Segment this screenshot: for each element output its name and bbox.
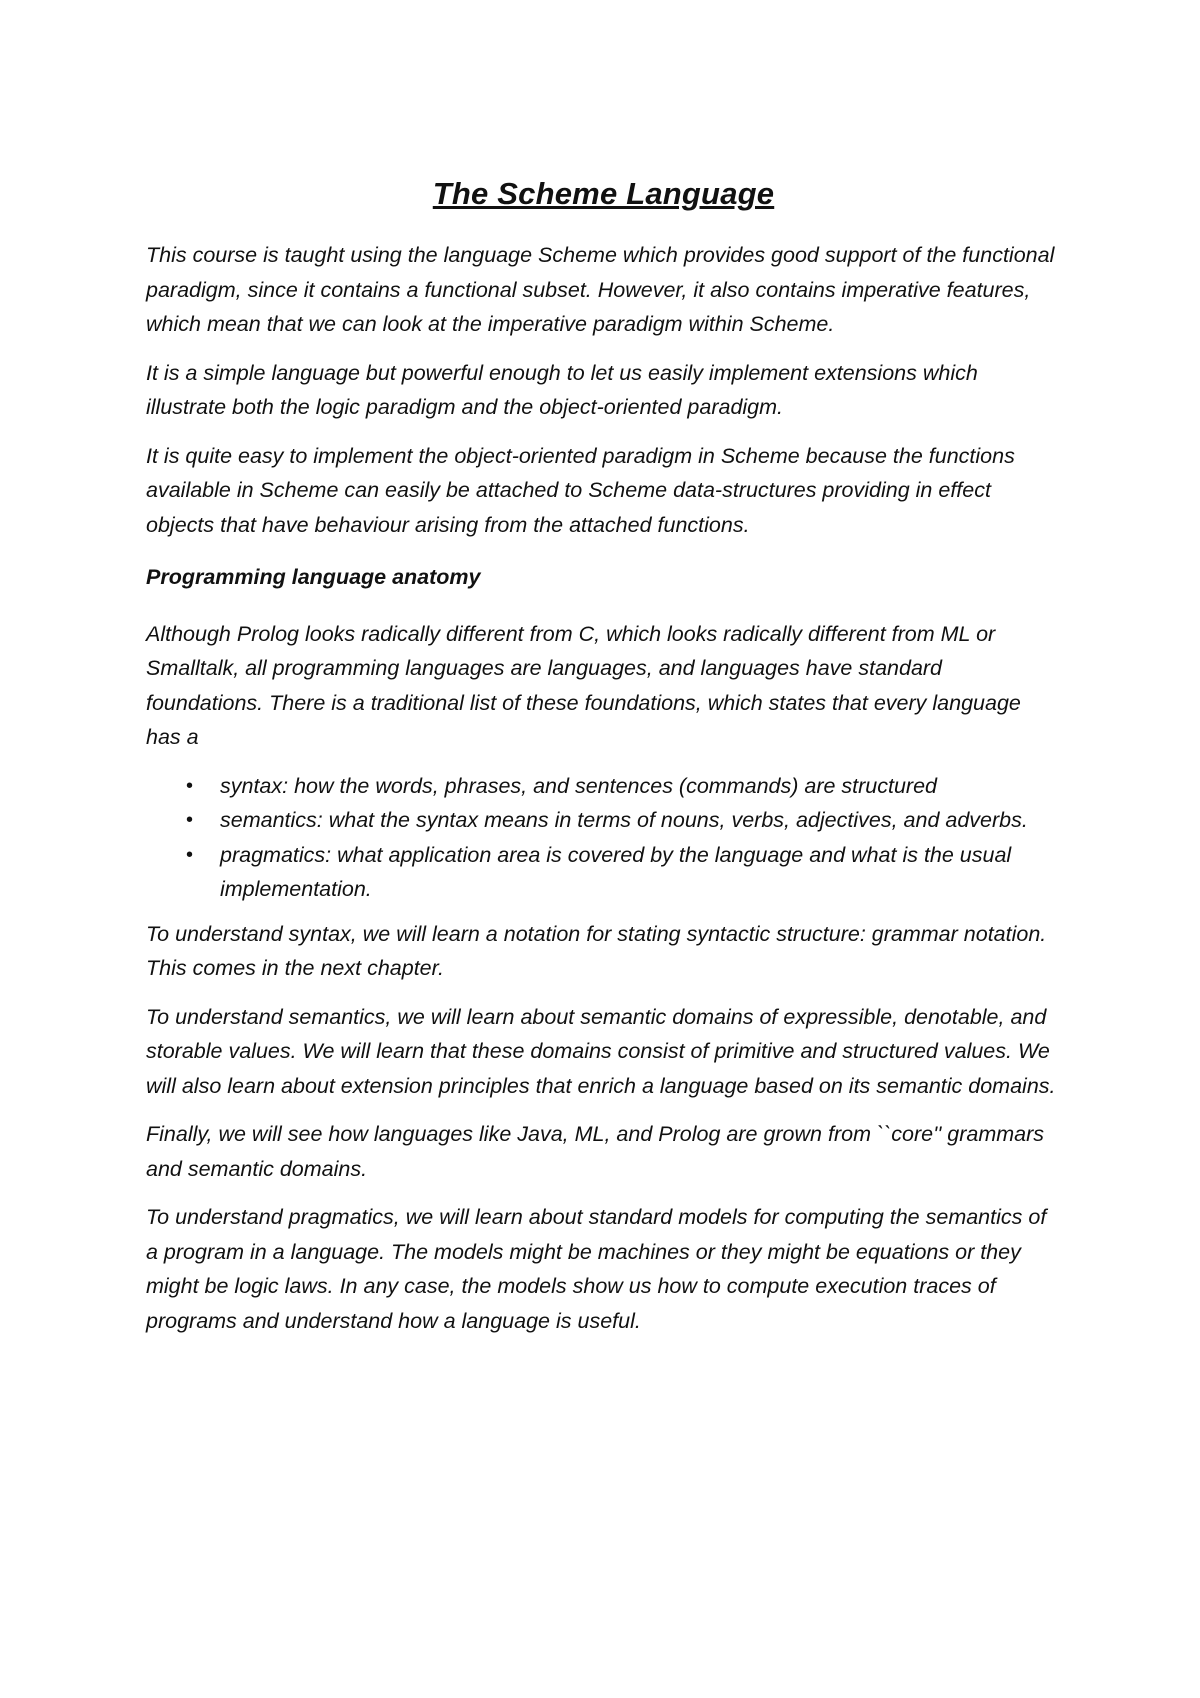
intro-paragraph-3: It is quite easy to implement the object-oriented paradigm in Scheme because the functions available in Scheme can easily be attached to Scheme data-structures providing in effect objects that have behaviour arising from the attached functions. (146, 443, 1015, 537)
semantics-paragraph: To understand semantics, we will learn about semantic domains of expressible, denotable, and storable values. We will learn that these domains consist of primitive and structured values. We will also learn about extension principles that enrich a language based on its semantic domains. (146, 1004, 1056, 1098)
intro-paragraph-2: It is a simple language but powerful enough to let us easily implement extensions which illustrate both the logic paradigm and the object-oriented paradigm. (146, 360, 978, 420)
section-heading: Programming language anatomy (146, 565, 481, 590)
foundations-list (146, 769, 1061, 907)
section-intro-paragraph: Although Prolog looks radically different from C, which looks radically different from ML or Smalltalk, all programming languages are languages, and languages have standard foundations. There is a traditional list of these foundations, which states that every language has a (146, 621, 1021, 750)
list-item-text: pragmatics: what application area is covered by the language and what is the usual implementation. (220, 842, 1012, 902)
document-body (146, 175, 1061, 1352)
list-item-syntax (146, 769, 1061, 804)
list-item-semantics (146, 803, 1061, 838)
page-title: The Scheme Language (432, 176, 775, 211)
bullet-icon: • (186, 843, 194, 866)
intro-paragraph-1: This course is taught using the language Scheme which provides good support of the functional paradigm, since it contains a functional subset. However, it also contains imperative features, which mean that we can look at the imperative paradigm within Scheme. (146, 243, 1055, 337)
bullet-icon: • (186, 809, 194, 832)
core-grammars-paragraph: Finally, we will see how languages like Java, ML, and Prolog are grown from ``core'' grammars and semantic domains. (146, 1122, 1045, 1181)
pragmatics-paragraph: To understand pragmatics, we will learn about standard models for computing the semantics of a program in a language. The models might be machines or they might be equations or they might be logic laws. In any case, the models show us how to compute execution traces of programs and understand how a language is useful. (146, 1205, 1047, 1333)
syntax-paragraph: To understand syntax, we will learn a notation for stating syntactic structure: grammar notation. This comes in the next chapter. (146, 921, 1047, 981)
bullet-icon: • (186, 774, 194, 797)
list-item-pragmatics (146, 838, 1061, 907)
list-item-text: semantics: what the syntax means in terms of nouns, verbs, adjectives, and adverbs. (220, 808, 1028, 833)
list-item-text: syntax: how the words, phrases, and sentences (commands) are structured (220, 773, 938, 798)
